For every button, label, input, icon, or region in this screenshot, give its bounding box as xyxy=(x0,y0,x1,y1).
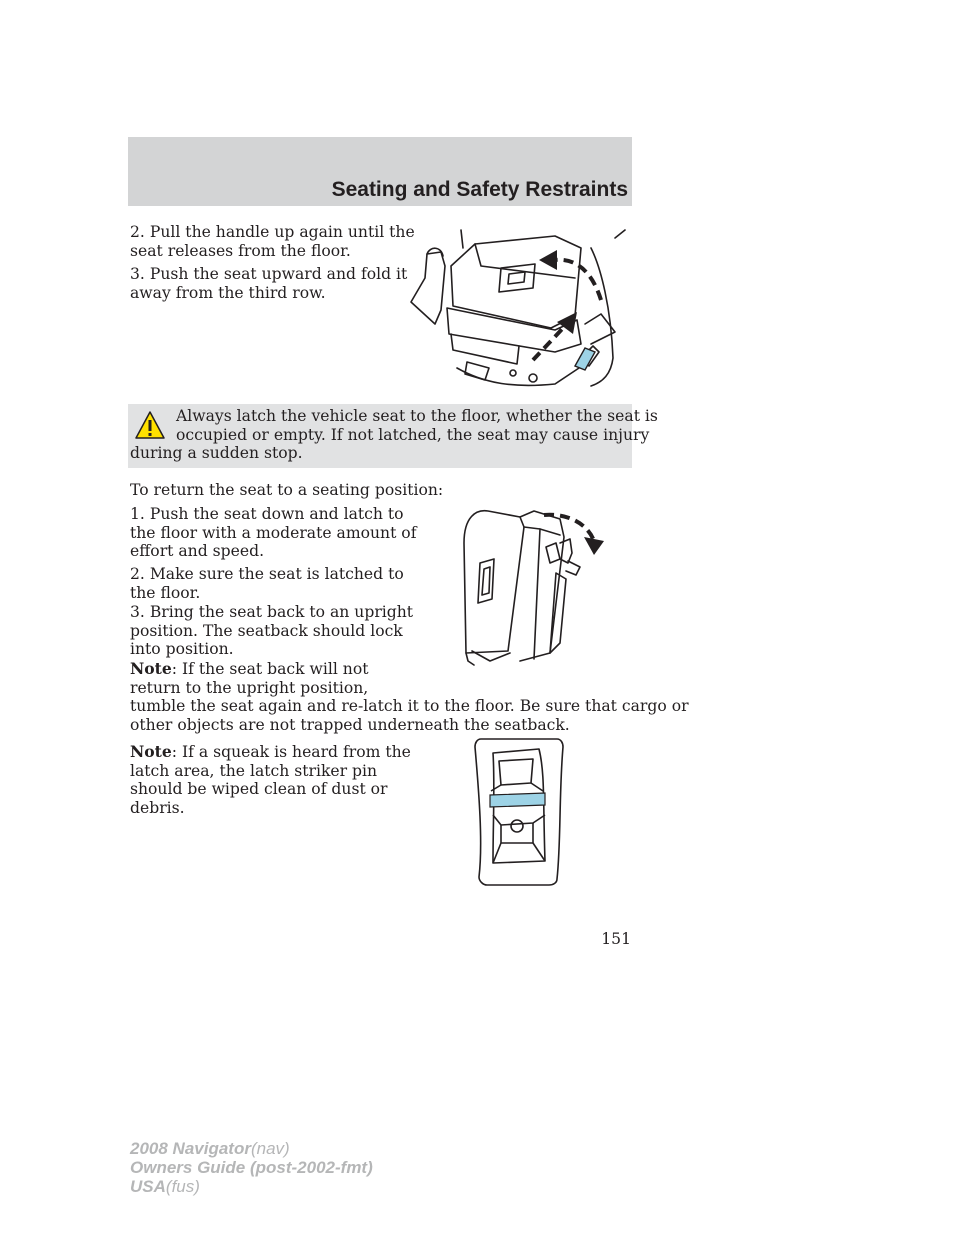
seat-fold-illustration xyxy=(405,218,630,393)
text-line: 2. Make sure the seat is latched to xyxy=(130,565,404,583)
return-intro: To return the seat to a seating position: xyxy=(130,481,444,499)
seat-tumble-illustration xyxy=(460,503,610,668)
text-line: into position. xyxy=(130,640,234,658)
warning-text xyxy=(128,407,658,463)
text-line: 2. Pull the handle up again until the xyxy=(130,223,415,241)
text-line: 3. Bring the seat back to an upright xyxy=(130,603,414,621)
text-line: debris. xyxy=(130,798,185,817)
text-line: other objects are not trapped underneath the seatback. xyxy=(130,715,570,734)
return-step-2 xyxy=(130,565,404,602)
warning-line: during a sudden stop. xyxy=(130,444,303,462)
text-line: 3. Push the seat upward and fold it xyxy=(130,265,408,283)
text-line: the floor with a moderate amount of xyxy=(130,523,417,542)
text-line: the floor. xyxy=(130,583,201,602)
latch-striker-illustration xyxy=(473,733,565,886)
footer-guide: Owners Guide (post-2002-fmt) xyxy=(130,1158,373,1177)
text-line: should be wiped clean of dust or xyxy=(130,780,388,798)
return-step-3 xyxy=(130,603,413,659)
text-line: : If the seat back will not xyxy=(171,660,369,678)
footer-model: 2008 Navigator xyxy=(130,1139,251,1158)
text-line: latch area, the latch striker pin xyxy=(130,761,378,780)
text-line: 1. Push the seat down and latch to xyxy=(130,505,404,523)
warning-line: occupied or empty. If not latched, the seat may cause injury xyxy=(176,425,650,444)
text-line: seat releases from the floor. xyxy=(130,241,351,260)
text-line: away from the third row. xyxy=(130,283,326,302)
text-line: return to the upright position, xyxy=(130,678,369,697)
text-line: : If a squeak is heard from the xyxy=(171,743,411,761)
text-line: position. The seatback should lock xyxy=(130,621,403,640)
note-squeak xyxy=(130,743,411,817)
note-seatback xyxy=(130,660,689,734)
warning-line: Always latch the vehicle seat to the floor, whether the seat is xyxy=(176,407,658,425)
footer-market: USA xyxy=(130,1177,166,1196)
text-line: effort and speed. xyxy=(130,542,265,560)
section-title: Seating and Safety Restraints xyxy=(331,178,628,201)
note-label: Note xyxy=(130,659,172,678)
text-line: tumble the seat again and re-latch it to the floor. Be sure that cargo or xyxy=(130,697,689,715)
footer xyxy=(130,1139,373,1196)
footer-model-code: (nav) xyxy=(250,1139,290,1158)
step-2-paragraph xyxy=(130,223,415,260)
section-header xyxy=(128,137,632,206)
note-label: Note xyxy=(130,742,172,761)
page-number: 151 xyxy=(601,930,631,948)
return-step-1 xyxy=(130,505,416,561)
footer-market-code: (fus) xyxy=(165,1177,200,1196)
warning-box xyxy=(128,404,658,468)
step-3-paragraph xyxy=(130,265,407,302)
